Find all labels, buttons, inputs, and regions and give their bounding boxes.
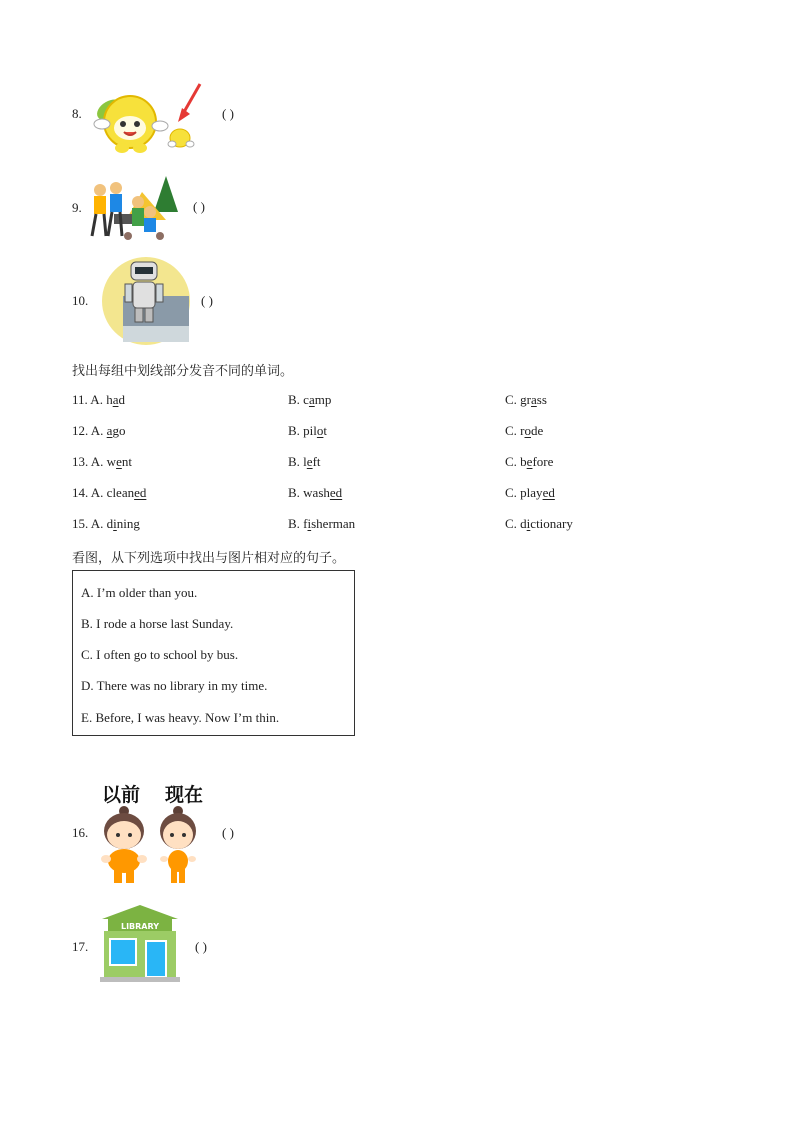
- library-sign-text: LIBRARY: [120, 922, 160, 931]
- answer-blank[interactable]: ( ): [222, 825, 234, 840]
- option-c: C. dictionary: [505, 516, 573, 531]
- option-a: 14. A. cleaned: [72, 485, 147, 500]
- question-number: 17.: [72, 939, 89, 954]
- option-a: 11. A. had: [72, 392, 125, 407]
- question-number: 16.: [72, 825, 89, 840]
- option-a: 15. A. dining: [72, 516, 140, 531]
- options-box: [72, 570, 355, 736]
- answer-blank[interactable]: ( ): [193, 199, 205, 214]
- option-c: C. grass: [505, 392, 547, 407]
- lemon-mascot-illustration: [88, 82, 208, 156]
- option-line: A. I’m older than you.: [81, 585, 198, 600]
- option-b: B. washed: [288, 485, 343, 500]
- option-b: B. left: [288, 454, 321, 469]
- answer-blank[interactable]: ( ): [195, 939, 207, 954]
- option-line: E. Before, I was heavy. Now I’m thin.: [81, 710, 280, 725]
- option-line: B. I rode a horse last Sunday.: [81, 616, 234, 631]
- robot-illustration: [101, 256, 191, 346]
- option-b: B. pilot: [288, 423, 328, 438]
- option-a: 12. A. ago: [72, 423, 126, 438]
- option-b: B. camp: [288, 392, 332, 407]
- question-number: 10.: [72, 293, 89, 308]
- option-c: C. rode: [505, 423, 544, 438]
- option-a: 13. A. went: [72, 454, 132, 469]
- girl-before-after-illustration: [98, 805, 202, 887]
- option-c: C. before: [505, 454, 554, 469]
- picnic-illustration: [86, 172, 182, 244]
- answer-blank[interactable]: ( ): [201, 293, 213, 308]
- section-instruction: 看图，从下列选项中找出与图片相对应的句子。: [72, 551, 346, 566]
- option-line: C. I often go to school by bus.: [81, 647, 239, 662]
- library-building-illustration: [100, 903, 180, 983]
- question-number: 8.: [72, 106, 82, 121]
- answer-blank[interactable]: ( ): [222, 106, 234, 121]
- option-b: B. fisherman: [288, 516, 356, 531]
- option-c: C. played: [505, 485, 555, 500]
- option-line: D. There was no library in my time.: [81, 678, 268, 693]
- section-instruction: 找出每组中划线部分发音不同的单词。: [72, 364, 294, 379]
- question-number: 9.: [72, 200, 82, 215]
- label-before: 以前: [102, 784, 141, 806]
- label-now: 现在: [165, 784, 204, 806]
